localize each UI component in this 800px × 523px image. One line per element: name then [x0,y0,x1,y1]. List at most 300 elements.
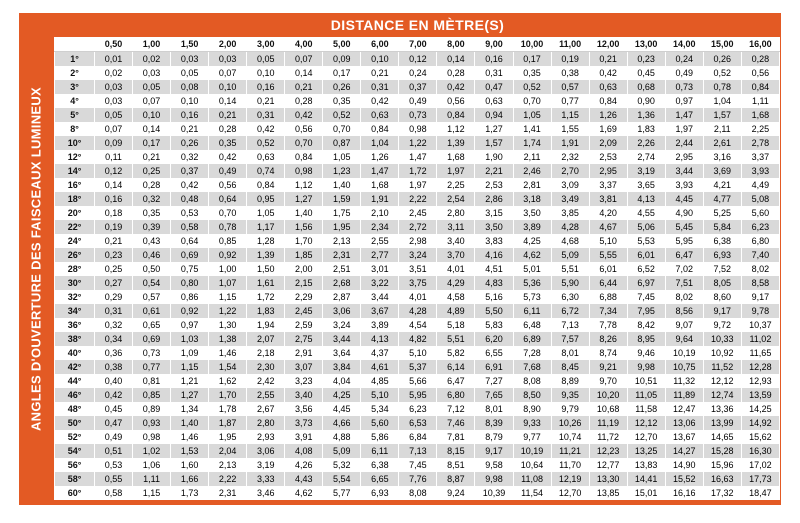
value-cell: 0,42 [209,150,247,164]
value-cell: 8,42 [627,318,665,332]
value-cell: 5,10 [589,234,627,248]
value-cell: 4,25 [323,388,361,402]
angle-cell: 12° [55,150,95,164]
value-cell: 0,52 [247,136,285,150]
value-cell: 5,37 [399,360,437,374]
value-cell: 0,42 [95,388,133,402]
value-cell: 9,72 [703,318,741,332]
table-row [55,178,780,192]
value-cell: 2,26 [627,136,665,150]
angle-cell: 60° [55,486,95,500]
value-cell: 0,26 [703,52,741,67]
value-cell: 1,41 [513,122,551,136]
side-title: ANGLES D'OUVERTURE DES FAISCEAUX LUMINEUX [28,86,44,432]
value-cell: 8,95 [627,332,665,346]
value-cell: 0,19 [95,220,133,234]
value-cell: 1,05 [247,206,285,220]
value-cell: 0,25 [95,262,133,276]
value-cell: 17,73 [741,472,779,486]
value-cell: 0,31 [247,108,285,122]
value-cell: 6,48 [513,318,551,332]
value-cell: 2,13 [209,458,247,472]
value-cell: 2,10 [361,206,399,220]
value-cell: 0,98 [285,164,323,178]
value-cell: 0,74 [247,164,285,178]
value-cell: 11,65 [741,346,779,360]
value-cell: 0,14 [95,178,133,192]
value-cell: 6,55 [475,346,513,360]
value-cell: 0,87 [323,136,361,150]
value-cell: 3,69 [703,164,741,178]
value-cell: 1,22 [209,304,247,318]
value-cell: 3,19 [247,458,285,472]
value-cell: 2,18 [247,346,285,360]
value-cell: 0,55 [95,472,133,486]
value-cell: 3,11 [437,220,475,234]
value-cell: 1,61 [247,276,285,290]
table-row [55,304,780,318]
value-cell: 17,32 [703,486,741,500]
table-row [55,346,780,360]
value-cell: 2,53 [589,150,627,164]
value-cell: 0,31 [475,66,513,80]
value-cell: 0,09 [95,136,133,150]
value-cell: 4,45 [323,402,361,416]
value-cell: 6,47 [665,248,703,262]
distance-header: 10,00 [513,37,551,52]
value-cell: 0,54 [133,276,171,290]
value-cell: 3,22 [361,276,399,290]
value-cell: 2,75 [285,332,323,346]
value-cell: 2,34 [361,220,399,234]
value-cell: 0,21 [285,80,323,94]
value-cell: 0,45 [95,402,133,416]
value-cell: 0,97 [665,94,703,108]
value-cell: 7,40 [741,248,779,262]
value-cell: 8,90 [513,402,551,416]
angle-cell: 54° [55,444,95,458]
value-cell: 2,53 [475,178,513,192]
value-cell: 1,70 [285,234,323,248]
header-row [55,37,780,52]
value-cell: 3,70 [437,248,475,262]
value-cell: 6,80 [437,388,475,402]
value-cell: 7,12 [437,402,475,416]
value-cell: 0,49 [95,430,133,444]
value-cell: 1,23 [323,164,361,178]
value-cell: 5,55 [589,248,627,262]
value-cell: 0,90 [627,94,665,108]
value-cell: 7,45 [627,290,665,304]
table-row [55,444,780,458]
angle-cell: 10° [55,136,95,150]
value-cell: 0,18 [95,206,133,220]
value-cell: 0,43 [133,234,171,248]
value-cell: 9,70 [589,374,627,388]
value-cell: 5,60 [361,416,399,430]
value-cell: 3,84 [323,360,361,374]
value-cell: 0,03 [95,80,133,94]
table-row [55,318,780,332]
value-cell: 3,44 [323,332,361,346]
value-cell: 4,89 [437,304,475,318]
value-cell: 2,61 [703,136,741,150]
value-cell: 5,73 [513,290,551,304]
value-cell: 5,18 [437,318,475,332]
value-cell: 2,45 [285,304,323,318]
value-cell: 0,38 [95,360,133,374]
value-cell: 12,23 [589,444,627,458]
table-title: DISTANCE EN MÈTRE(S) [330,17,505,33]
value-cell: 7,13 [551,318,589,332]
value-cell: 8,58 [741,276,779,290]
value-cell: 2,95 [589,164,627,178]
value-cell: 0,73 [665,80,703,94]
value-cell: 4,83 [475,276,513,290]
value-cell: 0,42 [437,80,475,94]
value-cell: 0,70 [513,94,551,108]
value-cell: 1,15 [551,108,589,122]
angle-cell: 3° [55,80,95,94]
distance-header: 15,00 [703,37,741,52]
value-cell: 0,70 [209,206,247,220]
value-cell: 15,52 [665,472,703,486]
value-cell: 8,45 [551,360,589,374]
value-cell: 1,72 [399,164,437,178]
value-cell: 1,28 [247,234,285,248]
value-cell: 2,67 [247,402,285,416]
value-cell: 2,21 [475,164,513,178]
value-cell: 1,39 [247,248,285,262]
value-cell: 4,08 [285,444,323,458]
value-cell: 5,95 [665,234,703,248]
value-cell: 3,44 [361,290,399,304]
value-cell: 0,49 [209,164,247,178]
distance-header: 4,00 [285,37,323,52]
angle-cell: 32° [55,290,95,304]
table-row [55,276,780,290]
distance-header: 14,00 [665,37,703,52]
value-cell: 0,27 [95,276,133,290]
value-cell: 2,07 [247,332,285,346]
value-cell: 5,50 [475,304,513,318]
value-cell: 0,23 [95,248,133,262]
value-cell: 0,73 [399,108,437,122]
value-cell: 4,62 [285,486,323,500]
value-cell: 3,40 [285,388,323,402]
value-cell: 14,90 [665,458,703,472]
value-cell: 1,56 [285,220,323,234]
value-cell: 3,75 [399,276,437,290]
value-cell: 0,47 [475,80,513,94]
value-cell: 7,28 [513,346,551,360]
value-cell: 0,03 [209,52,247,67]
value-cell: 0,53 [95,458,133,472]
value-cell: 0,64 [171,234,209,248]
value-cell: 2,31 [323,248,361,262]
value-cell: 2,22 [209,472,247,486]
value-cell: 3,40 [437,234,475,248]
distance-header: 11,00 [551,37,589,52]
value-cell: 1,11 [741,94,779,108]
value-cell: 10,20 [589,388,627,402]
angle-cell: 26° [55,248,95,262]
corner-cell [55,37,95,52]
value-cell: 13,25 [627,444,665,458]
distance-header: 2,00 [209,37,247,52]
value-cell: 0,97 [171,318,209,332]
value-cell: 1,68 [361,178,399,192]
value-cell: 15,28 [703,444,741,458]
value-cell: 0,84 [589,94,627,108]
value-cell: 1,91 [361,192,399,206]
value-cell: 5,09 [551,248,589,262]
value-cell: 0,21 [247,94,285,108]
value-cell: 0,32 [133,192,171,206]
value-cell: 0,75 [171,262,209,276]
value-cell: 0,16 [95,192,133,206]
value-cell: 9,77 [513,430,551,444]
angle-cell: 20° [55,206,95,220]
value-cell: 1,21 [171,374,209,388]
value-cell: 7,45 [399,458,437,472]
value-cell: 1,57 [475,136,513,150]
value-cell: 6,53 [399,416,437,430]
value-cell: 0,58 [95,486,133,500]
value-cell: 10,19 [665,346,703,360]
table-row [55,80,780,94]
value-cell: 0,61 [133,304,171,318]
value-cell: 4,68 [551,234,589,248]
value-cell: 4,20 [589,206,627,220]
value-cell: 4,66 [323,416,361,430]
value-cell: 0,32 [95,318,133,332]
value-cell: 0,21 [95,234,133,248]
value-cell: 9,07 [665,318,703,332]
value-cell: 2,11 [513,150,551,164]
value-cell: 3,19 [627,164,665,178]
value-cell: 8,51 [437,458,475,472]
value-cell: 4,13 [361,332,399,346]
value-cell: 14,92 [741,416,779,430]
value-cell: 0,84 [741,80,779,94]
value-cell: 1,12 [437,122,475,136]
value-cell: 12,77 [589,458,627,472]
value-cell: 2,74 [627,150,665,164]
value-cell: 2,93 [247,430,285,444]
value-cell: 8,56 [665,304,703,318]
value-cell: 8,74 [589,346,627,360]
value-cell: 5,51 [551,262,589,276]
value-cell: 0,52 [323,108,361,122]
distance-header: 12,00 [589,37,627,52]
angle-cell: 56° [55,458,95,472]
angle-cell: 52° [55,430,95,444]
value-cell: 15,96 [703,458,741,472]
value-cell: 0,42 [171,178,209,192]
table-row [55,66,780,80]
value-cell: 5,01 [513,262,551,276]
table-row [55,416,780,430]
value-cell: 1,15 [133,486,171,500]
value-cell: 6,38 [361,458,399,472]
value-cell: 1,38 [209,332,247,346]
angle-cell: 58° [55,472,95,486]
value-cell: 3,67 [361,304,399,318]
value-cell: 13,59 [741,388,779,402]
value-cell: 1,95 [209,430,247,444]
value-cell: 4,51 [475,262,513,276]
value-cell: 2,80 [247,416,285,430]
value-cell: 1,66 [171,472,209,486]
value-cell: 9,17 [741,290,779,304]
value-cell: 5,66 [399,374,437,388]
table-row [55,220,780,234]
angle-cell: 22° [55,220,95,234]
value-cell: 1,60 [171,458,209,472]
value-cell: 1,83 [247,304,285,318]
value-cell: 1,46 [209,346,247,360]
side-band [19,13,54,505]
value-cell: 0,01 [95,52,133,67]
value-cell: 12,74 [703,388,741,402]
angle-cell: 34° [55,304,95,318]
value-cell: 14,25 [741,402,779,416]
value-cell: 5,32 [323,458,361,472]
table-row [55,150,780,164]
value-cell: 0,86 [171,290,209,304]
value-cell: 6,23 [741,220,779,234]
value-cell: 5,95 [399,388,437,402]
value-cell: 0,84 [285,150,323,164]
value-cell: 10,26 [551,416,589,430]
value-cell: 7,34 [589,304,627,318]
value-cell: 3,50 [475,220,513,234]
value-cell: 0,11 [95,150,133,164]
value-cell: 2,86 [475,192,513,206]
value-cell: 1,55 [551,122,589,136]
value-cell: 2,25 [741,122,779,136]
value-cell: 7,65 [475,388,513,402]
table-row [55,472,780,486]
value-cell: 1,00 [209,262,247,276]
value-cell: 1,27 [171,388,209,402]
value-cell: 4,04 [323,374,361,388]
value-cell: 6,93 [361,486,399,500]
value-cell: 0,84 [437,108,475,122]
value-cell: 0,42 [361,94,399,108]
value-cell: 0,78 [209,220,247,234]
value-cell: 1,50 [247,262,285,276]
distance-header: 6,00 [361,37,399,52]
value-cell: 0,24 [399,66,437,80]
value-cell: 13,99 [703,416,741,430]
value-cell: 0,03 [95,94,133,108]
angle-cell: 38° [55,332,95,346]
value-cell: 6,30 [551,290,589,304]
value-cell: 3,23 [285,374,323,388]
value-cell: 0,47 [95,416,133,430]
value-cell: 7,78 [589,318,627,332]
value-cell: 4,28 [551,220,589,234]
value-cell: 4,58 [437,290,475,304]
value-cell: 6,20 [475,332,513,346]
value-cell: 0,56 [437,94,475,108]
value-cell: 0,42 [247,122,285,136]
value-cell: 0,08 [171,80,209,94]
value-cell: 0,17 [133,136,171,150]
value-cell: 0,02 [133,52,171,67]
value-cell: 0,38 [551,66,589,80]
value-cell: 0,49 [665,66,703,80]
value-cell: 3,06 [323,304,361,318]
value-cell: 9,79 [551,402,589,416]
value-cell: 3,37 [741,150,779,164]
value-cell: 0,94 [475,108,513,122]
value-cell: 2,59 [285,318,323,332]
value-cell: 4,13 [627,192,665,206]
value-cell: 1,15 [209,290,247,304]
value-cell: 0,26 [323,80,361,94]
value-cell: 6,47 [437,374,475,388]
value-cell: 0,84 [361,122,399,136]
value-cell: 1,62 [209,374,247,388]
value-cell: 0,85 [209,234,247,248]
value-cell: 0,14 [133,122,171,136]
angle-cell: 50° [55,416,95,430]
value-cell: 0,92 [171,304,209,318]
angle-cell: 44° [55,374,95,388]
table-row [55,290,780,304]
value-cell: 0,63 [247,150,285,164]
value-cell: 1,70 [209,388,247,402]
value-cell: 10,37 [741,318,779,332]
value-cell: 5,54 [323,472,361,486]
value-cell: 13,06 [665,416,703,430]
value-cell: 3,89 [361,318,399,332]
table-row [55,458,780,472]
distance-header: 1,50 [171,37,209,52]
value-cell: 3,64 [323,346,361,360]
value-cell: 1,04 [703,94,741,108]
value-cell: 5,45 [665,220,703,234]
value-cell: 0,70 [285,136,323,150]
value-cell: 0,70 [323,122,361,136]
value-cell: 0,51 [95,444,133,458]
value-cell: 2,91 [285,346,323,360]
value-cell: 1,11 [133,472,171,486]
value-cell: 0,17 [513,52,551,67]
value-cell: 1,57 [703,108,741,122]
value-cell: 0,32 [171,150,209,164]
value-cell: 2,13 [323,234,361,248]
value-cell: 2,80 [437,206,475,220]
value-cell: 14,65 [703,430,741,444]
value-cell: 6,38 [703,234,741,248]
value-cell: 8,05 [703,276,741,290]
value-cell: 10,19 [513,444,551,458]
value-cell: 9,46 [627,346,665,360]
value-cell: 11,70 [551,458,589,472]
value-cell: 5,86 [361,430,399,444]
value-cell: 1,91 [551,136,589,150]
value-cell: 1,07 [209,276,247,290]
value-cell: 9,58 [475,458,513,472]
value-cell: 15,62 [741,430,779,444]
value-cell: 3,83 [475,234,513,248]
value-cell: 2,81 [513,178,551,192]
value-cell: 0,95 [247,192,285,206]
